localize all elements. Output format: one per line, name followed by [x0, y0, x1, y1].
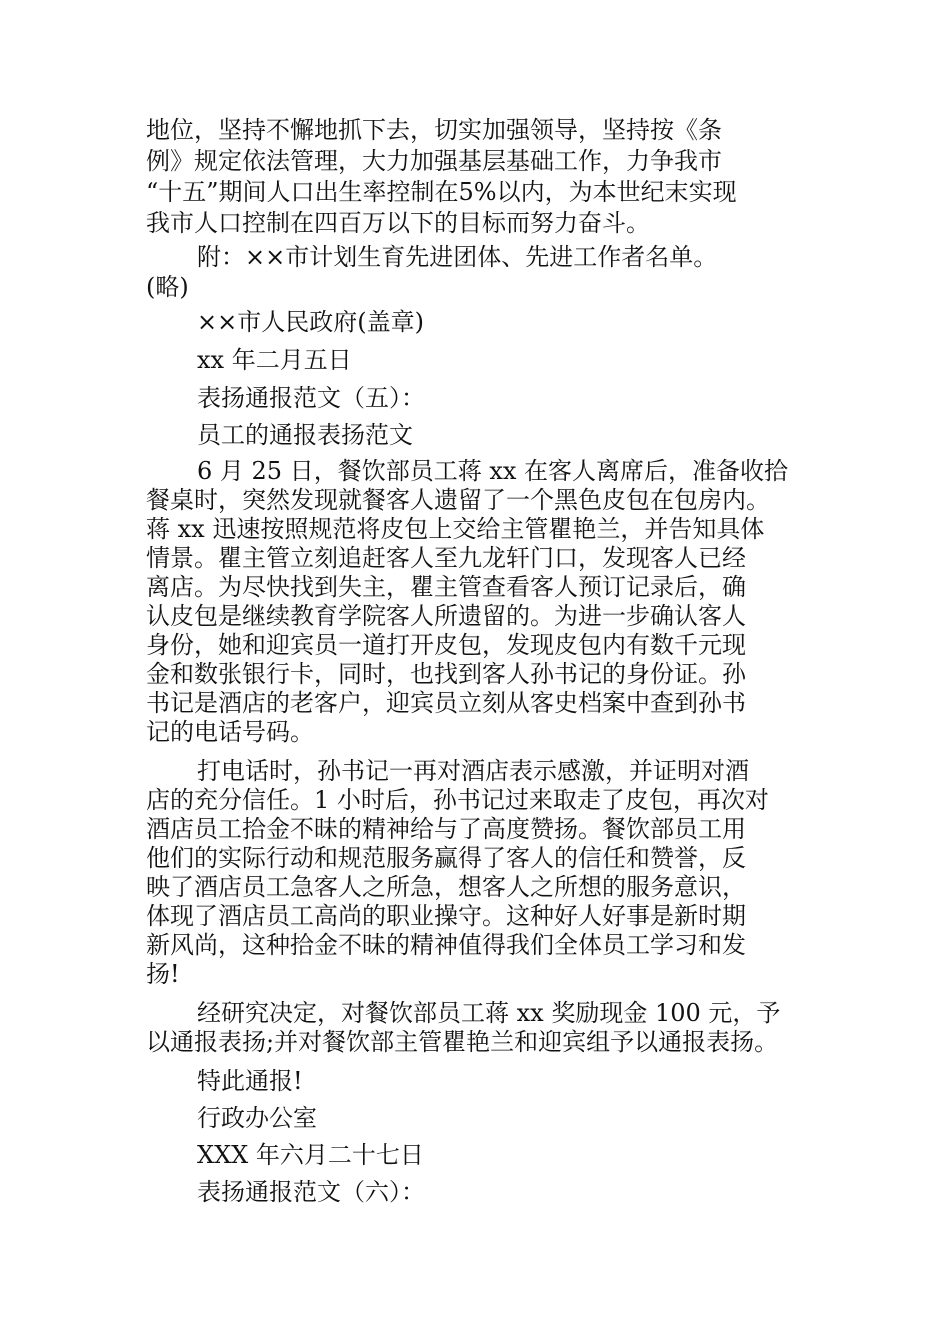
- text-line: 例》规定依法管理，大力加强基层基础工作，力争我市: [146, 147, 722, 175]
- text-line: ××市人民政府(盖章): [197, 308, 424, 336]
- text-line: 记的电话号码。: [146, 718, 314, 746]
- text-line: 地位，坚持不懈地抓下去，切实加强领导，坚持按《条: [146, 116, 722, 144]
- text-line: 映了酒店员工急客人之所急，想客人之所想的服务意识，: [146, 873, 746, 901]
- text-line: 认皮包是继续教育学院客人所遗留的。为进一步确认客人: [146, 602, 746, 630]
- text-line: 金和数张银行卡，同时，也找到客人孙书记的身份证。孙: [146, 660, 746, 688]
- text-line: 离店。为尽快找到失主，瞿主管查看客人预订记录后，确: [146, 573, 746, 601]
- text-line: 6 月 25 日，餐饮部员工蒋 xx 在客人离席后，准备收拾: [197, 457, 789, 485]
- text-line: 餐桌时，突然发现就餐客人遗留了一个黑色皮包在包房内。: [146, 486, 770, 514]
- text-line: 身份，她和迎宾员一道打开皮包，发现皮包内有数千元现: [146, 631, 746, 659]
- text-line: 书记是酒店的老客户，迎宾员立刻从客史档案中查到孙书: [146, 689, 746, 717]
- text-line: 情景。瞿主管立刻追赶客人至九龙轩门口，发现客人已经: [146, 544, 746, 572]
- text-line: 员工的通报表扬范文: [197, 421, 413, 449]
- text-line: 扬!: [146, 960, 180, 988]
- text-line: 他们的实际行动和规范服务赢得了客人的信任和赞誉，反: [146, 844, 746, 872]
- text-line: (略): [146, 273, 189, 301]
- text-line: 蒋 xx 迅速按照规范将皮包上交给主管瞿艳兰，并告知具体: [146, 515, 765, 543]
- text-line: 经研究决定，对餐饮部员工蒋 xx 奖励现金 100 元，予: [197, 999, 781, 1027]
- text-line: 新风尚，这种拾金不昧的精神值得我们全体员工学习和发: [146, 931, 746, 959]
- text-line: 表扬通报范文（六）：: [197, 1178, 425, 1206]
- text-line: 特此通报!: [197, 1067, 303, 1095]
- text-line: 酒店员工拾金不昧的精神给与了高度赞扬。餐饮部员工用: [146, 815, 746, 843]
- text-line: xx 年二月五日: [197, 346, 352, 374]
- text-line: 店的充分信任。1 小时后，孙书记过来取走了皮包，再次对: [146, 786, 769, 814]
- text-line: 行政办公室: [197, 1104, 317, 1132]
- text-line: 附：××市计划生育先进团体、先进工作者名单。: [197, 243, 718, 271]
- text-line: “十五”期间人口出生率控制在5%以内，为本世纪末实现: [146, 178, 737, 206]
- text-line: 打电话时，孙书记一再对酒店表示感激，并证明对酒: [197, 757, 749, 785]
- text-line: XXX 年六月二十七日: [197, 1141, 424, 1169]
- text-line: 以通报表扬;并对餐饮部主管瞿艳兰和迎宾组予以通报表扬。: [146, 1028, 779, 1056]
- text-line: 表扬通报范文（五）：: [197, 384, 425, 412]
- text-line: 我市人口控制在四百万以下的目标而努力奋斗。: [146, 209, 650, 237]
- text-line: 体现了酒店员工高尚的职业操守。这种好人好事是新时期: [146, 902, 746, 930]
